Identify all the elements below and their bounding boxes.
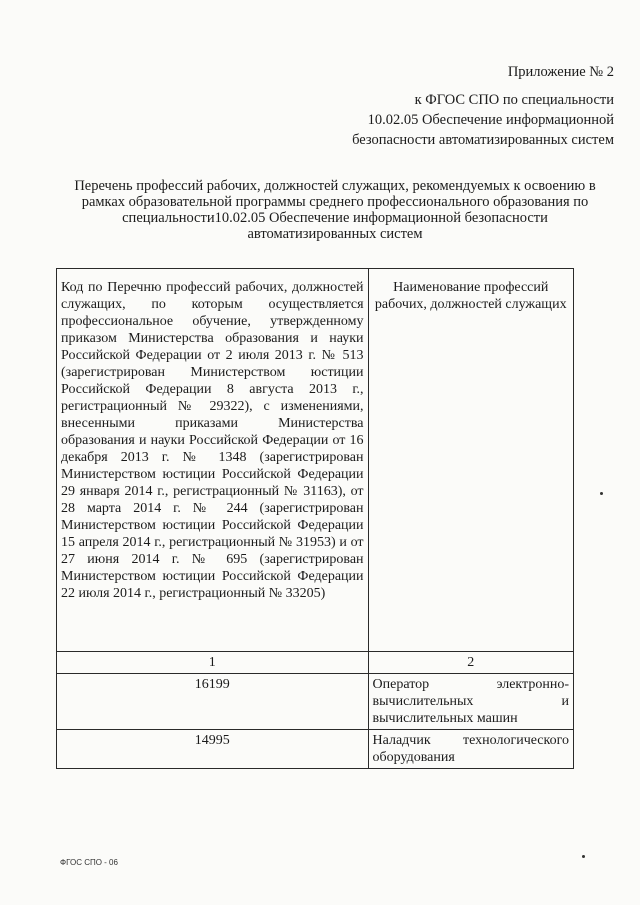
document-title — [50, 178, 620, 242]
appendix-ref-line: безопасности автоматизированных систем — [352, 132, 614, 148]
appendix-ref-line: 10.02.05 Обеспечение информационной — [367, 112, 614, 128]
scan-speck — [582, 855, 585, 858]
table-header-row — [57, 269, 574, 652]
header-name-column: Наименование профессий рабочих, должностей служащих — [368, 269, 573, 652]
table-row — [57, 730, 574, 769]
appendix-number: Приложение № 2 — [507, 64, 614, 80]
footer-stamp: ФГОС СПО - 06 — [60, 858, 118, 867]
table-row — [57, 674, 574, 730]
title-line: автоматизированных систем — [247, 226, 423, 242]
appendix-ref-line: к ФГОС СПО по специальности — [414, 92, 614, 108]
title-line: Перечень профессий рабочих, должностей служащих, рекомендуемых к освоению в — [74, 178, 596, 194]
professions-table — [56, 268, 574, 769]
appendix-header — [352, 62, 614, 150]
title-line: рамках образовательной программы среднего профессионального образования по — [81, 194, 589, 210]
column-number-row — [57, 652, 574, 674]
appendix-reference — [352, 90, 614, 150]
title-line: специальности10.02.05 Обеспечение информационной безопасности — [122, 210, 548, 226]
column-number: 2 — [368, 652, 573, 674]
profession-code: 14995 — [57, 730, 369, 769]
column-number: 1 — [57, 652, 369, 674]
profession-name: Наладчик технологического оборудования — [368, 730, 573, 769]
profession-name: Оператор электронно-вычислительных и вычислительных машин — [368, 674, 573, 730]
scan-speck — [600, 492, 603, 495]
profession-code: 16199 — [57, 674, 369, 730]
header-code-column: Код по Перечню профессий рабочих, должностей служащих, по которым осуществляется профессиональное обучение, утвержденному приказом Министерства образования и науки Российской Федерации от 2 июля 2013 г. № 513 (зарегистрирован Министерством юстиции Российской Федерации 8 августа 2013 г., регистрационный № 29322), с изменениями, внесенными приказами Министерства образования и науки Российской Федерации от 16 декабря 2013 г. № 1348 (зарегистрирован Министерством юстиции Российской Федерации 29 января 2014 г., регистрационный № 31163), от 28 марта 2014 г. № 244 (зарегистрирован Министерством юстиции Российской Федерации 15 апреля 2014 г., регистрационный № 31953) и от 27 июня 2014 г. № 695 (зарегистрирован Министерством юстиции Российской Федерации 22 июля 2014 г., регистрационный № 33205) — [57, 269, 369, 652]
